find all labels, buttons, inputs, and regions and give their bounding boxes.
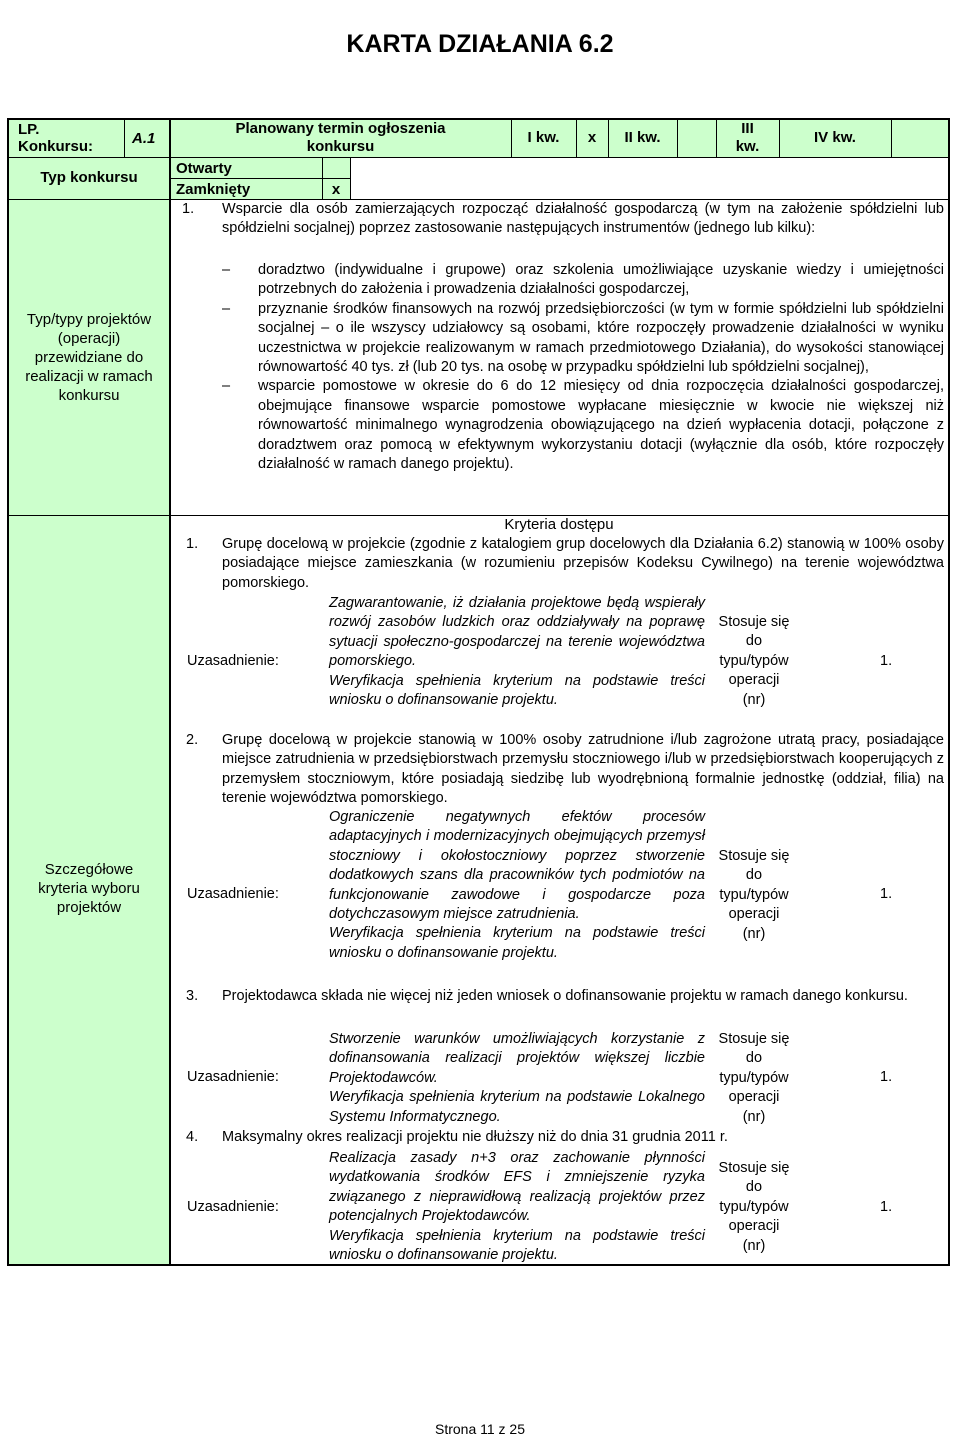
- page-title: KARTA DZIAŁANIA 6.2: [346, 30, 614, 58]
- uzasadnienie-label: Uzasadnienie:: [187, 886, 279, 902]
- types-intro-num: 1.: [182, 201, 195, 217]
- uzasadnienie-label: Uzasadnienie:: [187, 1069, 279, 1085]
- q4-right-divider: [891, 120, 892, 157]
- typ-box-right: [350, 157, 351, 199]
- zamkniety-label: Zamknięty: [176, 181, 251, 198]
- types-item: – doradztwo (indywidualne i grupowe) oraz szkolenia umożliwiające uzyskanie wiedzy i umiejętności potrzebnych do założenia i prowadzenia działalności gospodarczej,: [222, 262, 944, 298]
- dash-icon: –: [222, 262, 231, 278]
- uzasadnienie-label: Uzasadnienie:: [187, 653, 279, 669]
- page-number: Strona 11 z 25: [434, 1421, 526, 1437]
- types-intro-text: Wsparcie dla osób zamierzających rozpocząć działalność gospodarczą (w tym na założenie spółdzielni lub spółdzielni socjalnej) poprzez zastosowanie następujących instrumentów (jednego lub kilku):: [222, 201, 944, 237]
- applies-label-4: Stosuje się do typu/typów operacji (nr): [718, 1160, 790, 1254]
- termin-label-2: konkursu: [306, 138, 375, 155]
- otwarty-label: Otwarty: [176, 160, 232, 177]
- lp-value-divider: [124, 120, 125, 157]
- q2-label: II kw.: [624, 129, 661, 146]
- types-list: [222, 261, 944, 474]
- uzasadnienie-label: Uzasadnienie:: [187, 1199, 279, 1215]
- applies-value-1: 1.: [880, 653, 893, 669]
- termin-divider: [170, 157, 948, 158]
- termin-label-1: Planowany termin ogłoszenia: [235, 120, 446, 137]
- justification-2: Ograniczenie negatywnych efektów procesów adaptacyjnych i modernizacyjnych obejmujących przemysł stoczniowy i okołostoczniowy poprzez stworzenie dodatkowych szans dla pracowników tych podmiotów na funkcjonowanie zawodowe i gospodarcze poza dotychczasowym miejsce zatrudnienia. Weryfikacja spełnienia kryterium na podstawie treści wniosku o dofinansowanie projektu.: [329, 809, 705, 961]
- typy-projektow-label: Typ/typy projektów (operacji) przewidziane do realizacji w ramach konkursu: [25, 311, 153, 404]
- applies-label-1: Stosuje się do typu/typów operacji (nr): [718, 614, 790, 708]
- dash-icon: –: [222, 378, 231, 395]
- kryteria-label: Szczegółowe kryteria wyboru projektów: [38, 861, 140, 916]
- criteria-heading: Kryteria dostępu: [504, 516, 614, 533]
- lp-value: A.1: [132, 130, 156, 147]
- applies-value-2: 1.: [880, 886, 893, 902]
- left-column-divider: [169, 118, 171, 1266]
- applies-label-3: Stosuje się do typu/typów operacji (nr): [718, 1031, 790, 1125]
- zamkniety-mark: x: [331, 181, 341, 198]
- types-item: – wsparcie pomostowe w okresie do 6 do 12 miesięcy od dnia rozpoczęcia działalności gospodarczej, obejmujące finansowe wsparcie pomostowe wypłacane miesięcznie w kwocie nie większej niż równowartość minimalnego wynagrodzenia obowiązującego na dzień wypłacenia dotacji, połączone z doradztwem oraz pomocą w efektywnym wykorzystaniu dotacji (wyłącznie dla osób, które rozpoczęły działalność w ramach danego projektu).: [222, 378, 944, 473]
- typ-konkursu-label: Typ konkursu: [40, 169, 138, 186]
- q3-label-2: kw.: [735, 138, 760, 155]
- q1-label: I kw.: [527, 129, 560, 146]
- justification-3: Stworzenie warunków umożliwiających korzystanie z dofinansowania realizacji projektów większej liczbie Projektodawców. Weryfikacja spełnienia kryterium na podstawie Lokalnego Systemu Informatycznego.: [329, 1031, 705, 1125]
- q4-label: IV kw.: [814, 129, 856, 146]
- q1-mark: x: [587, 129, 597, 146]
- lp-label: LP.: [18, 121, 40, 138]
- q3-label-1: III: [741, 120, 754, 137]
- justification-1: Zagwarantowanie, iż działania projektowe będą wspierały rozwój zasobów ludzkich oraz oddziaływały na poprawę sytuacji społeczno-gospodarczej na terenie województwa pomorskiego. Weryfikacja spełnienia kryterium na podstawie treści wniosku o dofinansowanie projektu.: [329, 595, 705, 709]
- justification-4: Realizacja zasady n+3 oraz zachowanie płynności wydatkowania środków EFS i zmniejszenie ryzyka związanego z nieprawidłową realizacją projektów przez potencjalnych Projektodawców. Weryfikacja spełnienia kryterium na podstawie treści wniosku o dofinansowanie projektu.: [329, 1150, 705, 1264]
- dash-icon: –: [222, 300, 231, 317]
- applies-value-4: 1.: [880, 1199, 893, 1215]
- applies-value-3: 1.: [880, 1069, 893, 1085]
- header-divider: [9, 157, 169, 158]
- types-item: – przyznanie środków finansowych na rozwój przedsiębiorczości (w tym w formie spółdzielni lub spółdzielni socjalnej – o ile wszyscy udziałowcy są osobami, które rozpoczęły prowadzenie działalności w wyniku uczestnictwa w projekcie realizowanym w ramach przedmiotowego Działania), do wysokości stanowiącej równowartość 40 tys. zł (lub 20 tys. na osobę w przypadku spółdzielni lub spółdzielni socjalnej),: [222, 300, 944, 376]
- q3-divider: [677, 120, 678, 157]
- konkursu-label: Konkursu:: [18, 138, 93, 155]
- typ-box-mid: [170, 178, 350, 179]
- applies-label-2: Stosuje się do typu/typów operacji (nr): [718, 848, 790, 942]
- types-intro: [182, 200, 944, 239]
